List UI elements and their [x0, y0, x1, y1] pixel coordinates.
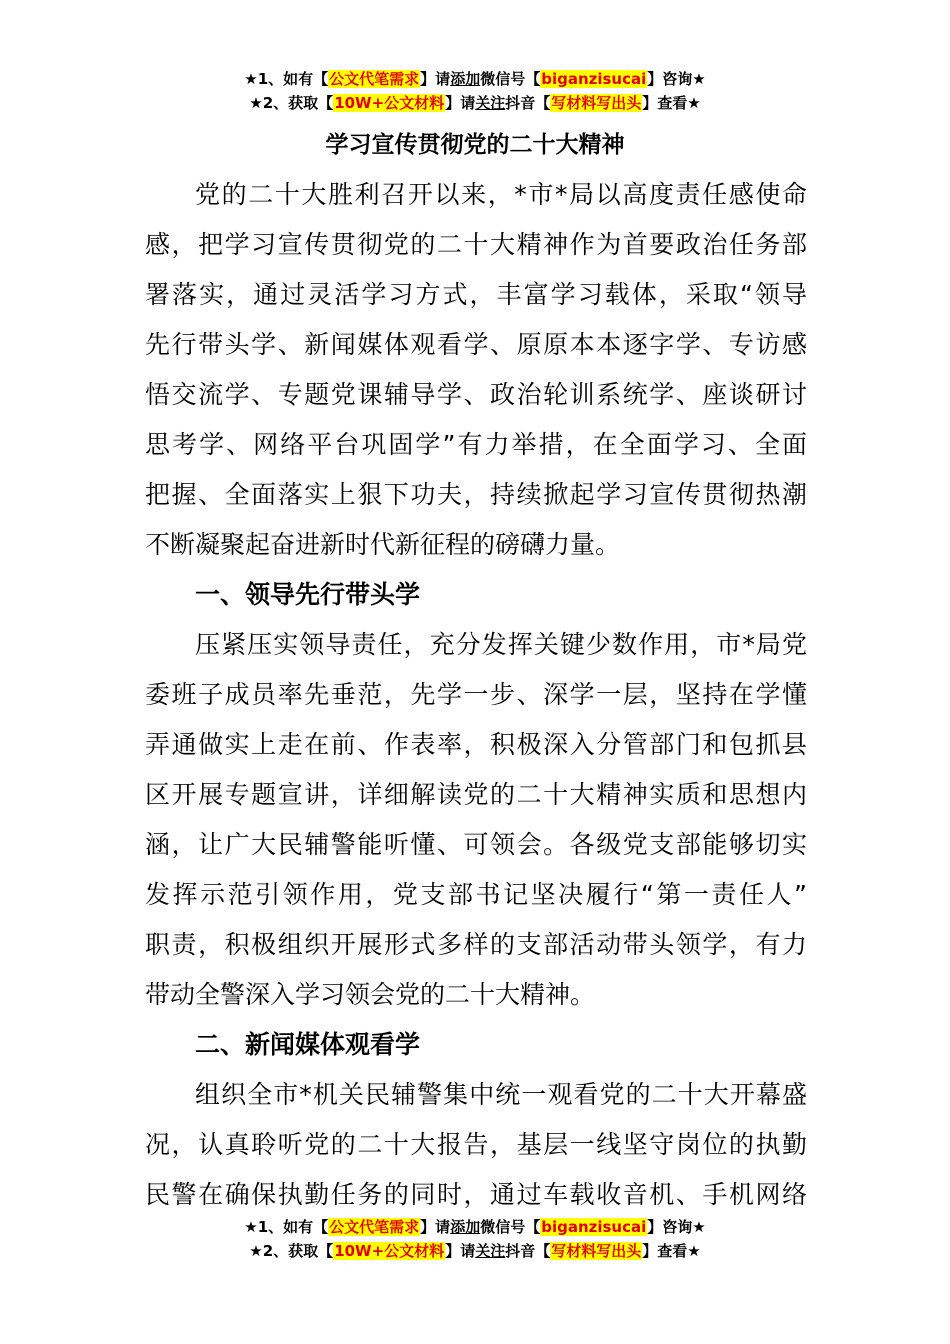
body-line: 职责，积极组织开展形式多样的支部活动带头领学，有力 [145, 930, 807, 959]
promo-underline: 关注 [475, 1242, 506, 1260]
promo-text: ★2、获取【 [249, 1242, 334, 1260]
promo-underline: 添加 [450, 70, 481, 88]
promo-text: 】请 [420, 1218, 451, 1236]
promo-text: 】请 [445, 1242, 476, 1260]
body-line: 带动全警深入学习领会党的二十大精神。 [145, 980, 596, 1009]
body-line: 委班子成员率先垂范，先学一步、深学一层，坚持在学懂 [145, 680, 807, 709]
body-line: 署落实，通过灵活学习方式，丰富学习载体，采取“领导 [145, 280, 807, 309]
promo-highlight: 写材料写出头 [551, 1242, 642, 1260]
body-line: 先行带头学、新闻媒体观看学、原原本本逐字学、专访感 [145, 330, 807, 359]
promo-underline: 添加 [450, 1218, 481, 1236]
promo-highlight: biganzisucai [541, 1218, 647, 1236]
promo-text: 】查看★ [642, 94, 701, 112]
promo-text: 】查看★ [642, 1242, 701, 1260]
body-line: 区开展专题宣讲，详细解读党的二十大精神实质和思想内 [145, 780, 807, 809]
promo-line-2 [0, 1239, 950, 1263]
body-line: 思考学、网络平台巩固学”有力举措，在全面学习、全面 [145, 430, 807, 459]
body-line: 悟交流学、专题党课辅导学、政治轮训系统学、座谈研讨 [145, 380, 807, 409]
promo-highlight: biganzisucai [541, 70, 647, 88]
section-heading: 一、领导先行带头学 [195, 580, 421, 609]
body-line: 发挥示范引领作用，党支部书记坚决履行“第一责任人” [145, 880, 807, 909]
section-heading: 二、新闻媒体观看学 [195, 1030, 421, 1059]
body-line: 组织全市*机关民辅警集中统一观看党的二十大开幕盛 [195, 1080, 807, 1109]
body-line: 把握、全面落实上狠下功夫，持续掀起学习宣传贯彻热潮 [145, 480, 807, 509]
promo-highlight: 10W+公文材料 [334, 1242, 445, 1260]
body-line: 涵，让广大民辅警能听懂、可领会。各级党支部能够切实 [145, 830, 807, 859]
promo-text: 微信号【 [480, 1218, 541, 1236]
promo-text: ★1、如有【 [244, 1218, 329, 1236]
promo-banner-top [0, 67, 950, 115]
document-body [145, 170, 807, 1220]
promo-line-1 [0, 67, 950, 91]
promo-highlight: 公文代笔需求 [329, 1218, 420, 1236]
body-line: 党的二十大胜利召开以来，*市*局以高度责任感使命 [195, 180, 807, 209]
body-line: 不断凝聚起奋进新时代新征程的磅礴力量。 [145, 530, 621, 559]
body-line: 况，认真聆听党的二十大报告，基层一线坚守岗位的执勤 [145, 1130, 807, 1159]
promo-highlight: 公文代笔需求 [329, 70, 420, 88]
body-line: 民警在确保执勤任务的同时，通过车载收音机、手机网络 [145, 1180, 807, 1209]
promo-highlight: 写材料写出头 [551, 94, 642, 112]
promo-text: 抖音【 [505, 1242, 551, 1260]
promo-text: 】咨询★ [647, 1218, 706, 1236]
promo-text: 】请 [445, 94, 476, 112]
promo-underline: 关注 [475, 94, 506, 112]
body-line: 弄通做实上走在前、作表率，积极深入分管部门和包抓县 [145, 730, 807, 759]
promo-line-1 [0, 1215, 950, 1239]
body-line: 压紧压实领导责任，充分发挥关键少数作用，市*局党 [195, 630, 807, 659]
promo-banner-bottom [0, 1215, 950, 1263]
promo-highlight: 10W+公文材料 [334, 94, 445, 112]
promo-text: 】请 [420, 70, 451, 88]
promo-text: 微信号【 [480, 70, 541, 88]
promo-text: ★1、如有【 [244, 70, 329, 88]
promo-text: ★2、获取【 [249, 94, 334, 112]
body-line: 感，把学习宣传贯彻党的二十大精神作为首要政治任务部 [145, 230, 807, 259]
promo-line-2 [0, 91, 950, 115]
promo-text: 】咨询★ [647, 70, 706, 88]
promo-text: 抖音【 [505, 94, 551, 112]
document-title: 学习宣传贯彻党的二十大精神 [325, 132, 625, 158]
